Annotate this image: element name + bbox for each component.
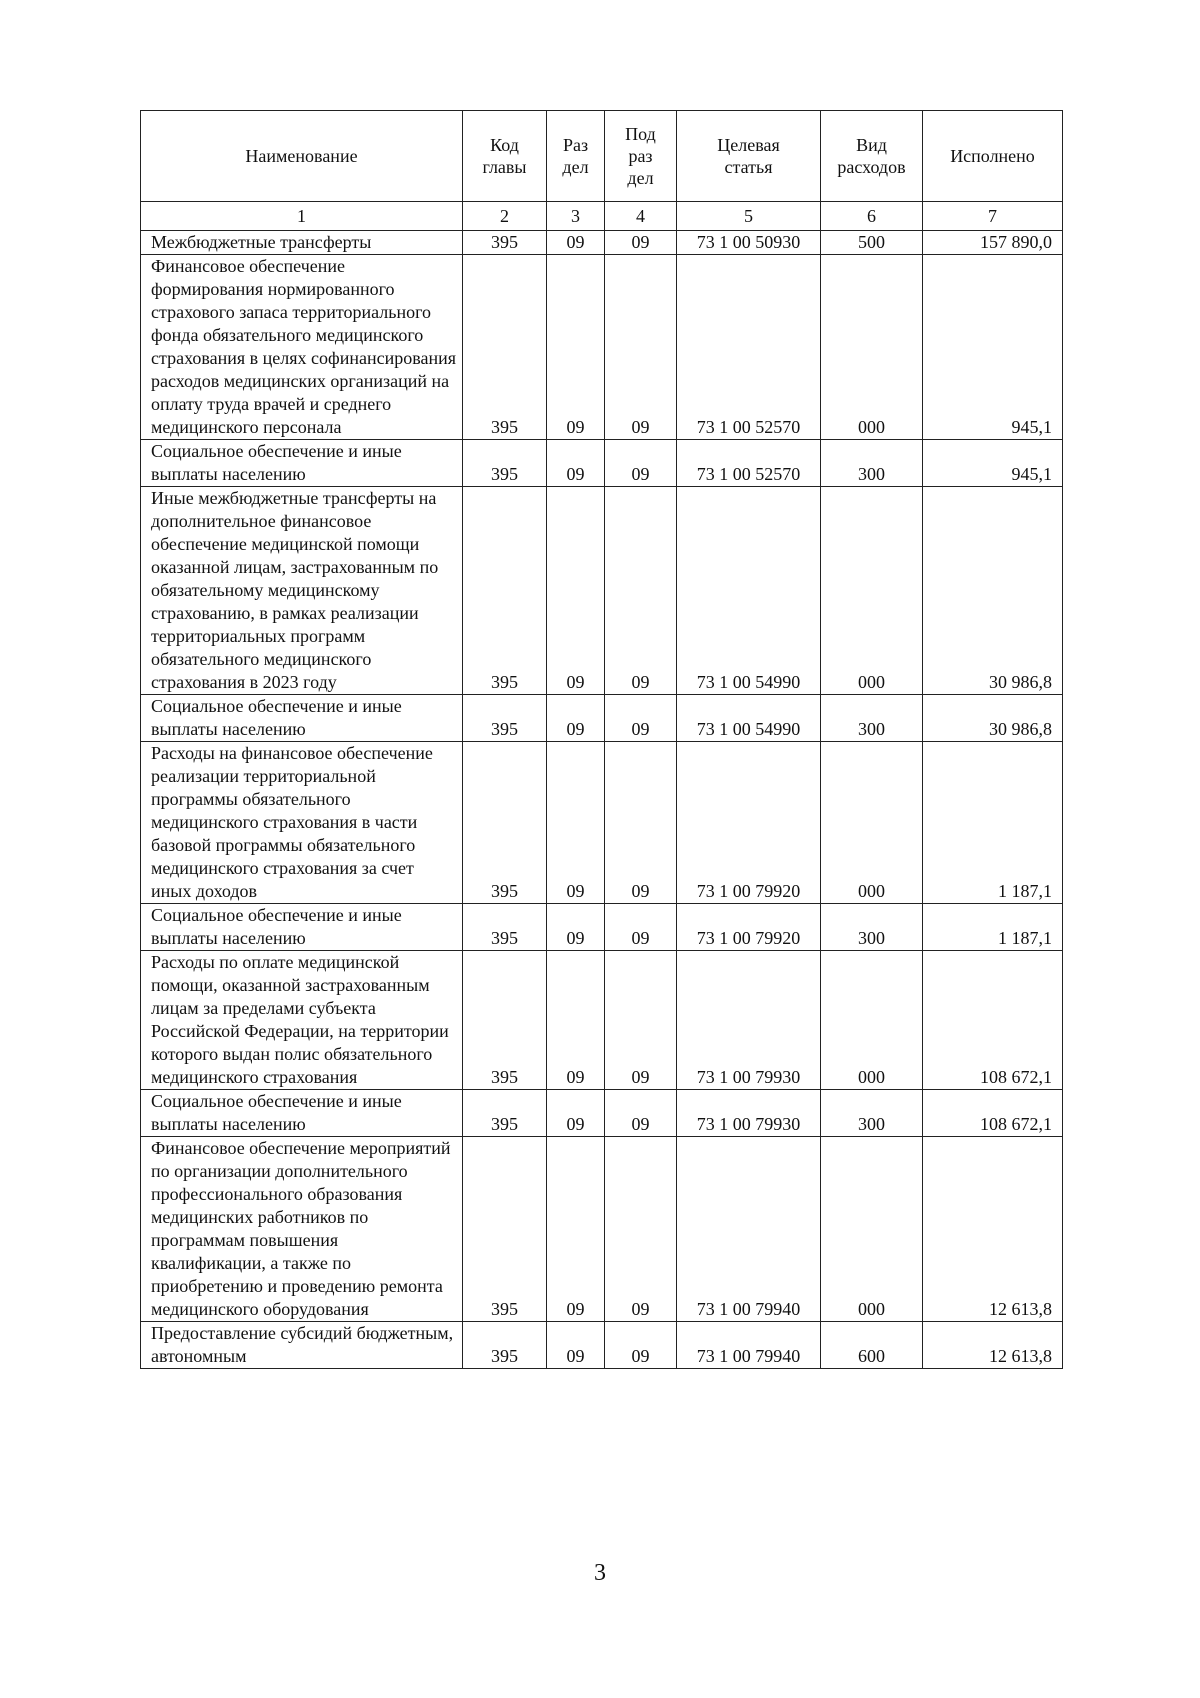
row-section: 09	[547, 231, 605, 255]
row-amount: 30 986,8	[923, 695, 1063, 742]
row-subsection: 09	[605, 742, 677, 904]
row-section: 09	[547, 1090, 605, 1137]
table-row	[141, 231, 1063, 255]
row-name: Социальное обеспечение и иные выплаты населению	[141, 1090, 463, 1137]
row-article: 73 1 00 79930	[677, 951, 821, 1090]
row-name: Межбюджетные трансферты	[141, 231, 463, 255]
table-row	[141, 255, 1063, 440]
row-type: 300	[821, 904, 923, 951]
header-name	[141, 111, 463, 202]
row-amount: 1 187,1	[923, 742, 1063, 904]
column-number: 3	[547, 202, 605, 231]
header-label: Под раз дел	[625, 124, 656, 188]
table-row	[141, 1137, 1063, 1322]
row-type: 000	[821, 742, 923, 904]
row-name: Социальное обеспечение и иные выплаты населению	[141, 440, 463, 487]
column-number: 1	[141, 202, 463, 231]
row-amount: 945,1	[923, 255, 1063, 440]
row-amount: 12 613,8	[923, 1137, 1063, 1322]
row-subsection: 09	[605, 695, 677, 742]
row-name: Иные межбюджетные трансферты на дополнительное финансовое обеспечение медицинской помощи оказанной лицам, застрахованным по обязательному медицинскому страхованию, в рамках реализации территориальных программ обязательного медицинского страхования в 2023 году	[141, 487, 463, 695]
table-row	[141, 951, 1063, 1090]
row-section: 09	[547, 904, 605, 951]
header-row	[141, 111, 1063, 202]
row-code: 395	[463, 487, 547, 695]
row-article: 73 1 00 52570	[677, 440, 821, 487]
table-row	[141, 904, 1063, 951]
row-amount: 108 672,1	[923, 1090, 1063, 1137]
row-type: 000	[821, 255, 923, 440]
header-label: Раз дел	[562, 135, 589, 177]
row-name: Финансовое обеспечение мероприятий по организации дополнительного профессионального образования медицинских работников по программам повышения квалификации, а также по приобретению и проведению ремонта медицинского оборудования	[141, 1137, 463, 1322]
row-section: 09	[547, 1137, 605, 1322]
table-row	[141, 440, 1063, 487]
row-article: 73 1 00 54990	[677, 487, 821, 695]
header-label: Вид расходов	[837, 135, 906, 177]
header-label: Наименование	[245, 146, 358, 166]
row-amount: 1 187,1	[923, 904, 1063, 951]
column-number: 5	[677, 202, 821, 231]
table-body	[141, 231, 1063, 1369]
row-amount: 12 613,8	[923, 1322, 1063, 1369]
row-article: 73 1 00 50930	[677, 231, 821, 255]
row-article: 73 1 00 79920	[677, 904, 821, 951]
table-row	[141, 695, 1063, 742]
row-type: 300	[821, 695, 923, 742]
column-number: 6	[821, 202, 923, 231]
header-article	[677, 111, 821, 202]
row-type: 300	[821, 1090, 923, 1137]
header-amount	[923, 111, 1063, 202]
row-type: 500	[821, 231, 923, 255]
row-subsection: 09	[605, 440, 677, 487]
row-article: 73 1 00 52570	[677, 255, 821, 440]
header-label: Код главы	[482, 135, 527, 177]
row-subsection: 09	[605, 1090, 677, 1137]
row-section: 09	[547, 951, 605, 1090]
row-code: 395	[463, 1090, 547, 1137]
table-row	[141, 1322, 1063, 1369]
row-code: 395	[463, 695, 547, 742]
row-subsection: 09	[605, 255, 677, 440]
row-name: Расходы на финансовое обеспечение реализации территориальной программы обязательного медицинского страхования в части базовой программы обязательного медицинского страхования за счет иных доходов	[141, 742, 463, 904]
row-name: Финансовое обеспечение формирования нормированного страхового запаса территориального фонда обязательного медицинского страхования в целях софинансирования расходов медицинских организаций на оплату труда врачей и среднего медицинского персонала	[141, 255, 463, 440]
row-subsection: 09	[605, 904, 677, 951]
row-code: 395	[463, 231, 547, 255]
row-article: 73 1 00 79940	[677, 1322, 821, 1369]
table-row	[141, 742, 1063, 904]
row-article: 73 1 00 79920	[677, 742, 821, 904]
column-number: 7	[923, 202, 1063, 231]
row-subsection: 09	[605, 231, 677, 255]
header-code	[463, 111, 547, 202]
row-code: 395	[463, 1322, 547, 1369]
row-amount: 30 986,8	[923, 487, 1063, 695]
row-article: 73 1 00 79930	[677, 1090, 821, 1137]
row-code: 395	[463, 440, 547, 487]
row-code: 395	[463, 1137, 547, 1322]
row-amount: 945,1	[923, 440, 1063, 487]
header-label: Целевая статья	[717, 135, 780, 177]
row-code: 395	[463, 742, 547, 904]
row-type: 300	[821, 440, 923, 487]
budget-table	[140, 110, 1063, 1369]
header-label: Исполнено	[950, 146, 1035, 166]
row-section: 09	[547, 440, 605, 487]
row-amount: 157 890,0	[923, 231, 1063, 255]
table-row	[141, 487, 1063, 695]
column-number: 4	[605, 202, 677, 231]
row-subsection: 09	[605, 1322, 677, 1369]
row-name: Социальное обеспечение и иные выплаты населению	[141, 695, 463, 742]
table-row	[141, 1090, 1063, 1137]
row-name: Предоставление субсидий бюджетным, автономным	[141, 1322, 463, 1369]
row-article: 73 1 00 79940	[677, 1137, 821, 1322]
row-section: 09	[547, 1322, 605, 1369]
header-section	[547, 111, 605, 202]
row-code: 395	[463, 904, 547, 951]
row-section: 09	[547, 742, 605, 904]
header-type	[821, 111, 923, 202]
row-type: 000	[821, 487, 923, 695]
page-number: 3	[594, 1560, 606, 1586]
row-type: 000	[821, 951, 923, 1090]
row-section: 09	[547, 487, 605, 695]
column-number-row	[141, 202, 1063, 231]
row-subsection: 09	[605, 1137, 677, 1322]
row-subsection: 09	[605, 951, 677, 1090]
row-code: 395	[463, 951, 547, 1090]
header-subsection	[605, 111, 677, 202]
row-name: Расходы по оплате медицинской помощи, оказанной застрахованным лицам за пределами субъекта Российской Федерации, на территории которого выдан полис обязательного медицинского страхования	[141, 951, 463, 1090]
row-code: 395	[463, 255, 547, 440]
row-section: 09	[547, 695, 605, 742]
row-type: 600	[821, 1322, 923, 1369]
column-number: 2	[463, 202, 547, 231]
row-type: 000	[821, 1137, 923, 1322]
row-amount: 108 672,1	[923, 951, 1063, 1090]
row-subsection: 09	[605, 487, 677, 695]
row-article: 73 1 00 54990	[677, 695, 821, 742]
row-name: Социальное обеспечение и иные выплаты населению	[141, 904, 463, 951]
row-section: 09	[547, 255, 605, 440]
